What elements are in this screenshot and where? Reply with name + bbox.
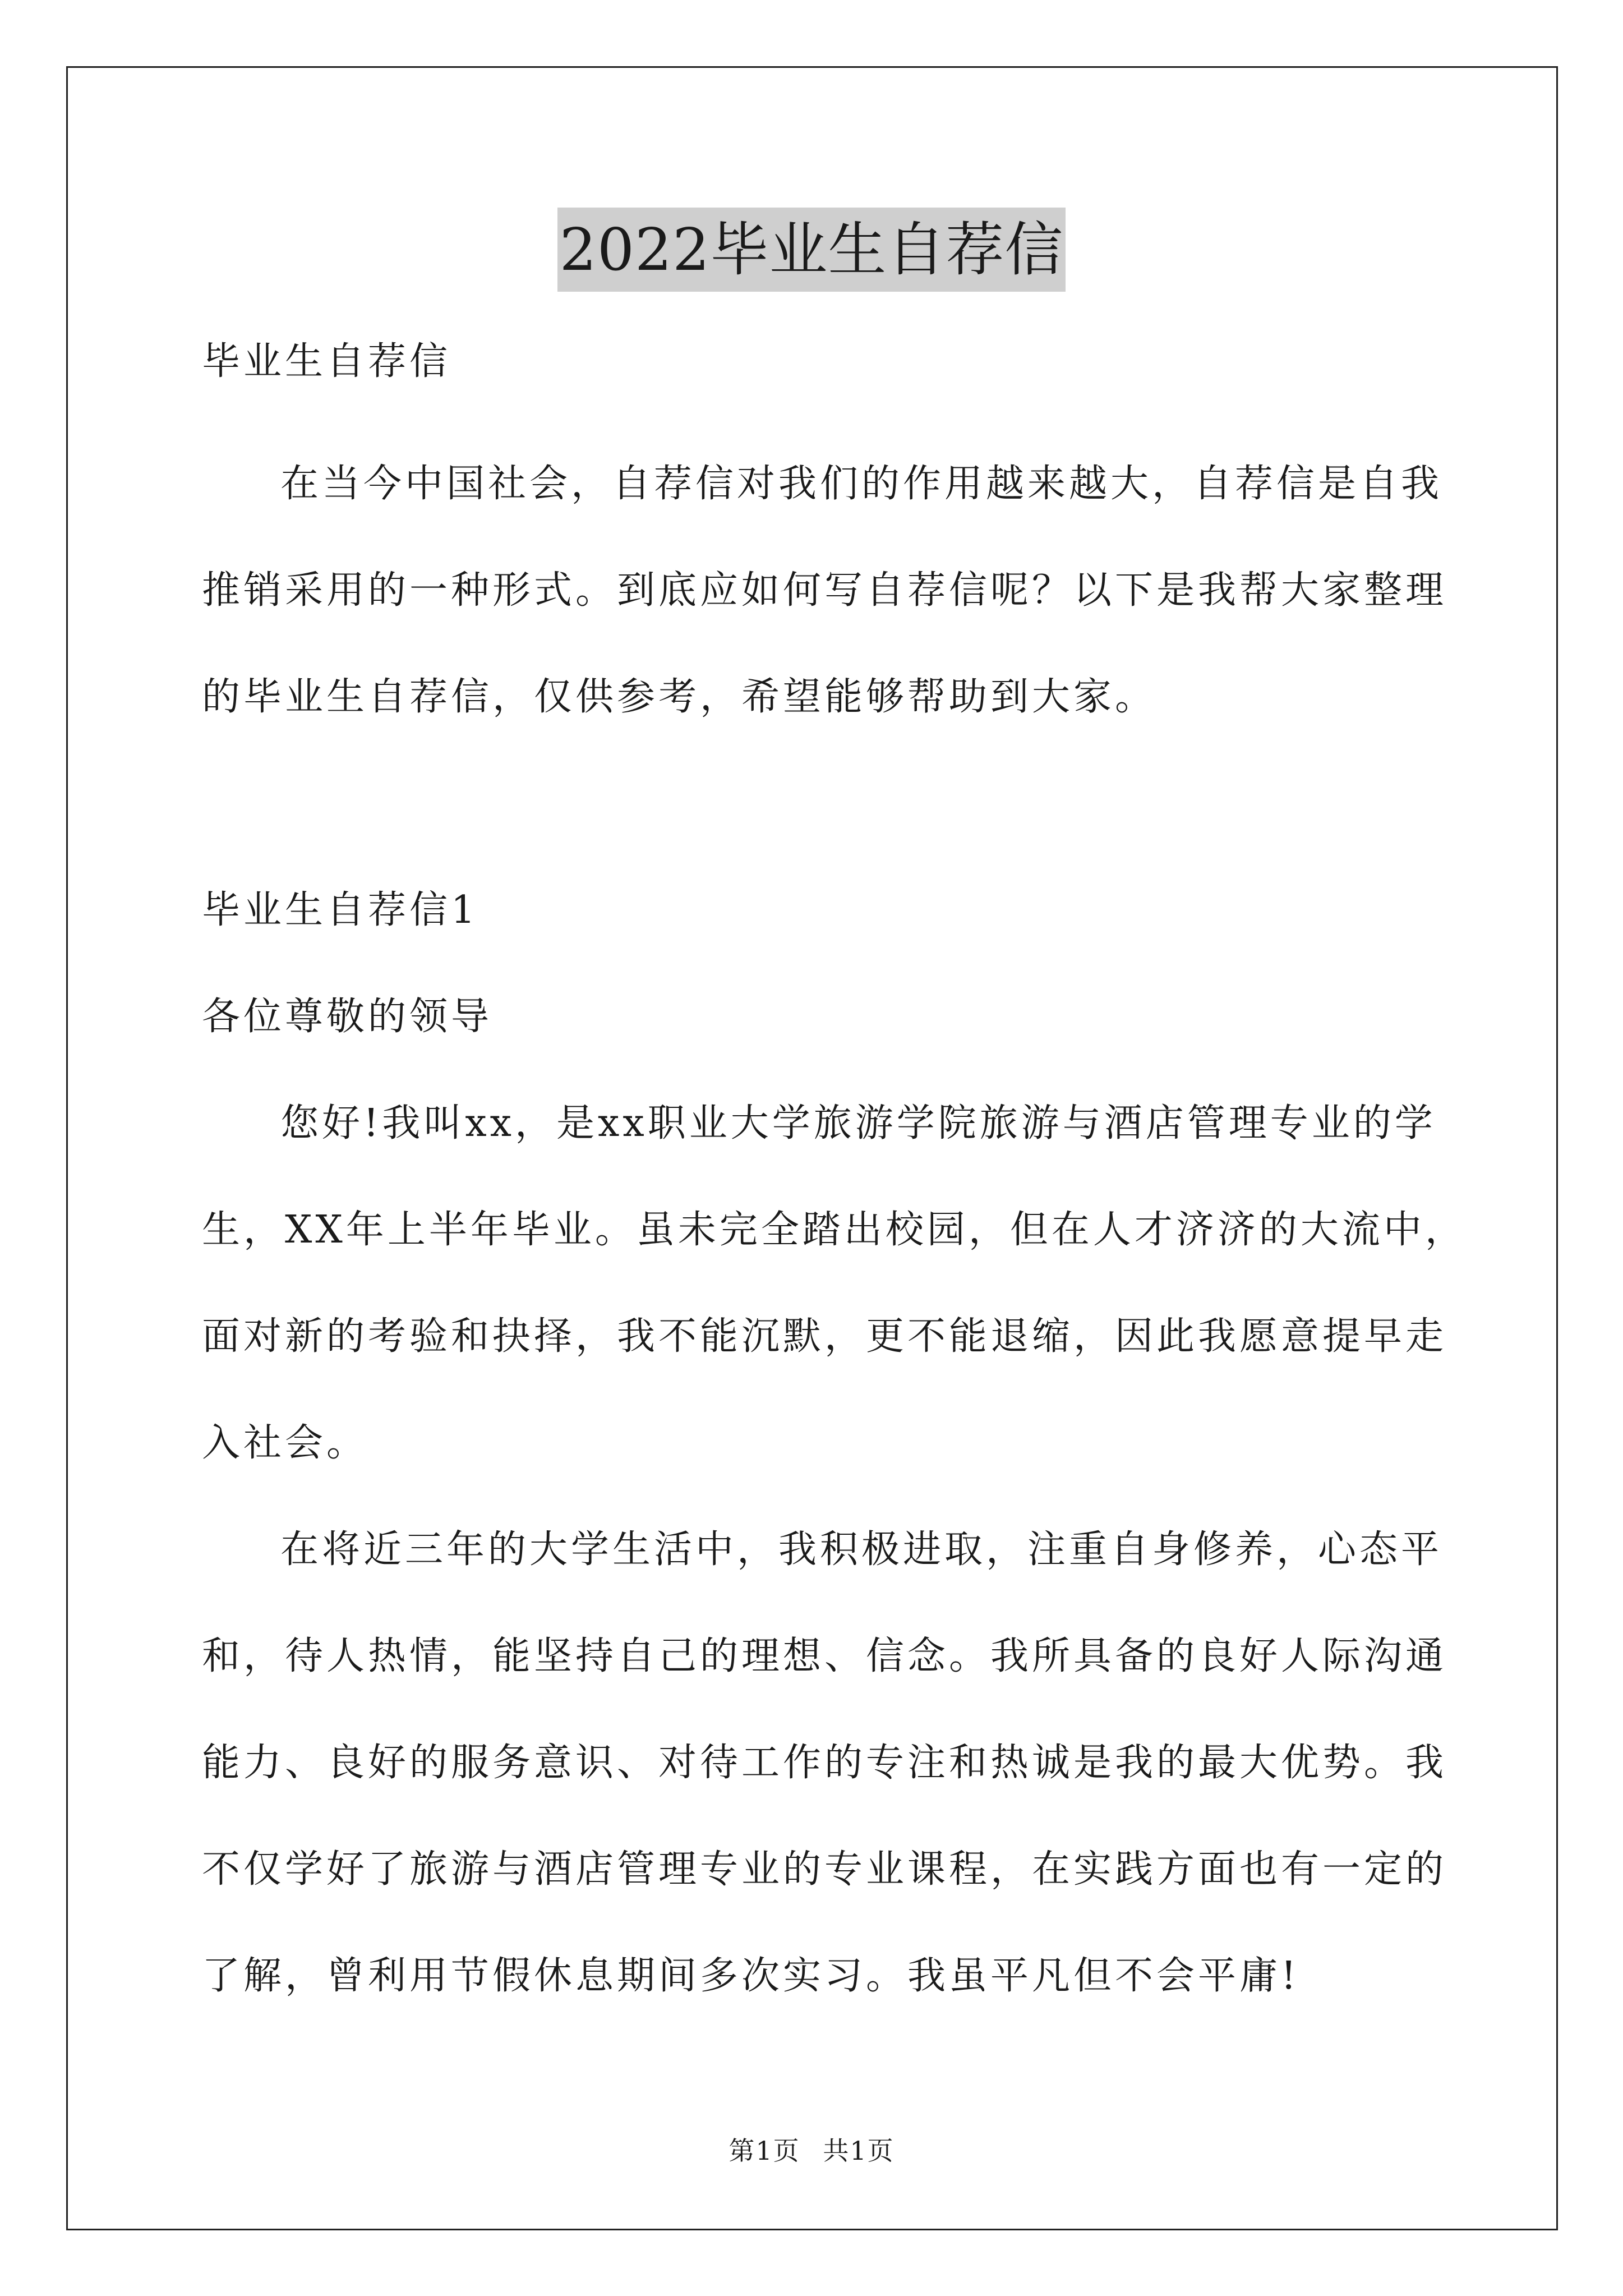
paragraph-line: 的毕业生自荐信，仅供参考，希望能够帮助到大家。 [202,675,1157,719]
paragraph-line: 在将近三年的大学生活中，我积极进取，注重自身修养，心态平 [280,1527,1443,1572]
paragraph-line: 入社会。 [202,1421,368,1465]
paragraph-line: 和，待人热情，能坚持自己的理想、信念。我所具备的良好人际沟通 [202,1634,1447,1678]
section-heading: 毕业生自荐信 [202,339,451,384]
title-container [0,208,1623,292]
letter-heading: 毕业生自荐信1 [202,888,479,932]
paragraph-line: 推销采用的一种形式。到底应如何写自荐信呢？以下是我帮大家整理 [202,568,1447,613]
paragraph-line: 了解，曾利用节假休息期间多次实习。我虽平凡但不会平庸! [202,1954,1300,1998]
page-count: 共1页 [823,2136,895,2166]
document-title: 2022毕业生自荐信 [557,208,1066,292]
page-number: 第1页 [728,2136,800,2166]
paragraph-line: 您好!我叫xx，是xx职业大学旅游学院旅游与酒店管理专业的学 [280,1101,1436,1145]
page-footer [0,2131,1623,2168]
paragraph-line: 不仅学好了旅游与酒店管理专业的专业课程，在实践方面也有一定的 [202,1847,1447,1892]
paragraph-line: 在当今中国社会，自荐信对我们的作用越来越大，自荐信是自我 [280,462,1443,506]
paragraph-line: 生，XX年上半年毕业。虽未完全踏出校园，但在人才济济的大流中， [202,1208,1467,1252]
salutation: 各位尊敬的领导 [202,995,493,1039]
paragraph-line: 面对新的考验和抉择，我不能沉默，更不能退缩，因此我愿意提早走 [202,1314,1447,1359]
paragraph-line: 能力、良好的服务意识、对待工作的专注和热诚是我的最大优势。我 [202,1741,1447,1785]
